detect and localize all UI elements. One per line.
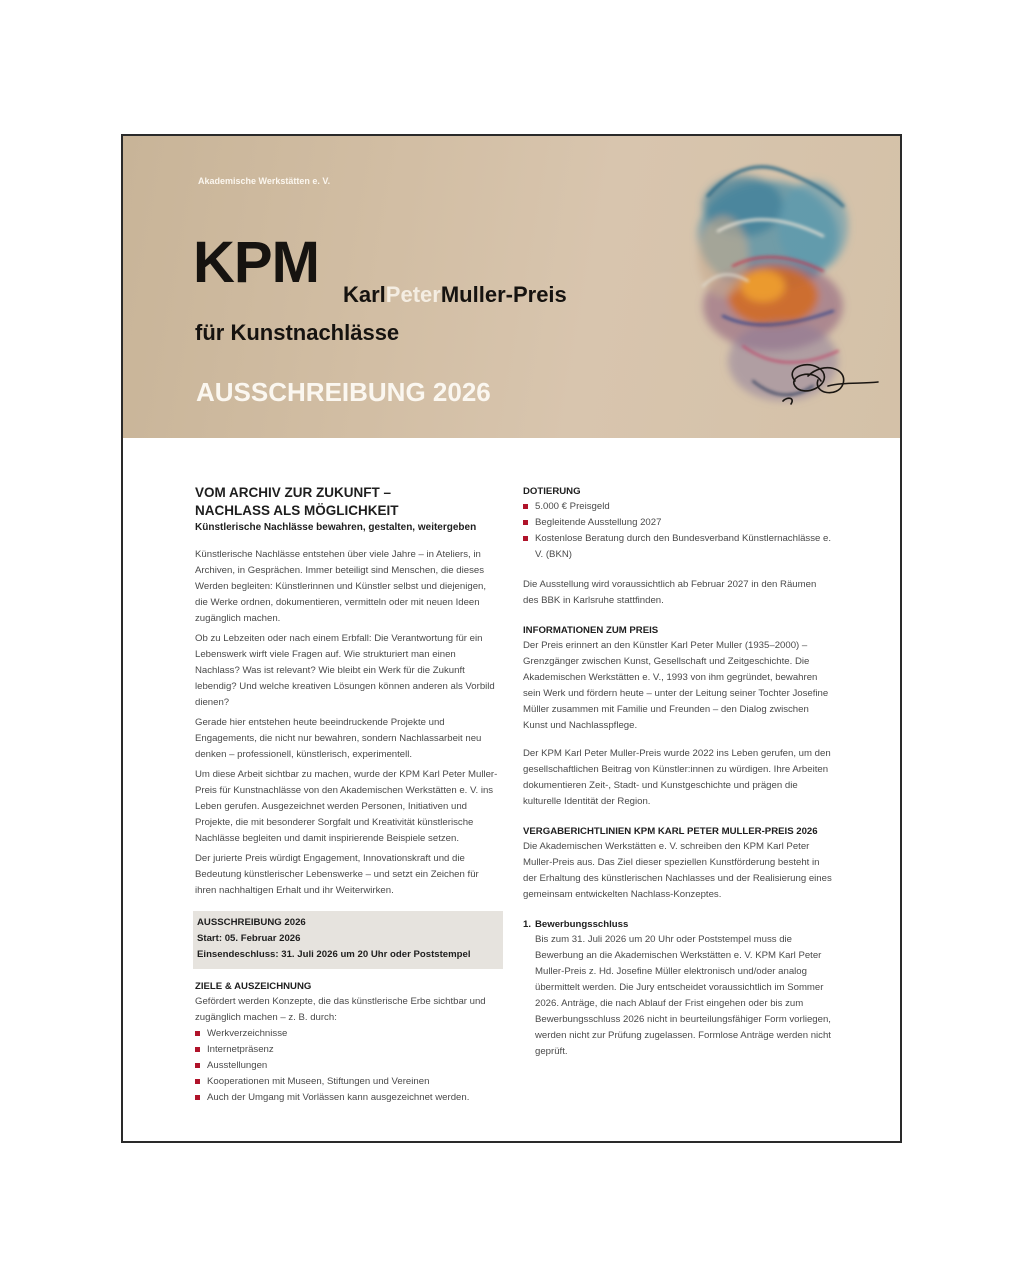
goals-list [195,1026,501,1106]
dates-box [193,911,503,969]
list-item: Begleitende Ausstellung 2027 [523,515,833,531]
bullet-icon [523,536,528,541]
right-column [523,484,833,1064]
main-heading-line1: VOM ARCHIV ZUR ZUKUNFT – [195,485,391,500]
prize-name-middle: Peter [385,282,441,307]
endowment-heading: DOTIERUNG [523,486,581,497]
goals-section [195,979,501,1106]
bullet-icon [195,1047,200,1052]
goals-heading: ZIELE & AUSZEICHNUNG [195,981,312,992]
endowment-list [523,499,833,563]
prize-name-last: Muller-Preis [440,282,567,307]
list-item: Internetpräsenz [195,1042,501,1058]
bullet-icon [195,1095,200,1100]
list-item: Werkverzeichnisse [195,1026,501,1042]
main-heading-line2: NACHLASS ALS MÖGLICHKEIT [195,503,399,518]
info-section [523,623,833,810]
list-item: Kooperationen mit Museen, Stiftungen und Vereinen [195,1074,501,1090]
intro-paragraph-3: Gerade hier entstehen heute beeindruckende Projekte und Engagements, die nicht nur bewahren, sondern Nachlassarbeit neu denken – professionell, künstlerisch, experimentell. [195,717,482,760]
deadline-number: 1. [523,919,532,930]
bullet-icon [195,1031,200,1036]
info-paragraph-2: Der KPM Karl Peter Muller-Preis wurde 2022 ins Leben gerufen, um den gesellschaftlichen Beitrag von Künstler:innen zu würdigen. Ihre Arbeiten dokumentieren Zeit-, Stadt- und Kunstgeschichte und prägen die kulturelle Identität der Region. [523,748,831,807]
dates-box-deadline: Einsendeschluss: 31. Juli 2026 um 20 Uhr oder Poststempel [197,949,471,960]
dates-box-title: AUSSCHREIBUNG 2026 [197,917,306,928]
main-heading [195,484,501,520]
kpm-logo-text: KPM [193,230,319,295]
bullet-icon [523,520,528,525]
intro-paragraph-1: Künstlerische Nachlässe entstehen über viele Jahre – in Ateliers, in Archiven, in Gesprächen. Immer beteiligt sind Menschen, die dieses Werden begleiten: Künstlerinnen und Künstler selbst und diejenigen, die Werke ordnen, dokumentieren, vermitteln oder mit neuen Ideen zugänglich machen. [195,549,487,624]
list-item: Ausstellungen [195,1058,501,1074]
list-item: Kostenlose Beratung durch den Bundesverband Künstlernachlässe e. V. (BKN) [523,531,833,563]
bullet-icon [195,1063,200,1068]
prize-subtitle: für Kunstnachlässe [195,320,400,345]
deadline-heading [523,917,833,932]
bullet-icon [523,504,528,509]
prize-name-first: Karl [343,282,386,307]
organization-name: Akademische Werkstätten e. V. [198,176,331,186]
main-subheading: Künstlerische Nachlässe bewahren, gestalten, weitergeben [195,522,477,533]
deadline-title: Bewerbungsschluss [535,919,629,930]
header-banner [123,136,900,438]
intro-paragraph-2: Ob zu Lebzeiten oder nach einem Erbfall: Die Verantwortung für ein Lebenswerk wirft viele Fragen auf. Wie strukturiert man einen Nachlass? Was ist relevant? Wie bleibt ein Werk für die Zukunft lebendig? Und welche kreativen Lösungen können anderen als Vorbild dienen? [195,633,495,708]
bullet-icon [195,1079,200,1084]
rules-section [523,824,833,903]
info-heading: INFORMATIONEN ZUM PREIS [523,625,659,636]
list-item: 5.000 € Preisgeld [523,499,833,515]
prize-name [343,284,567,306]
goals-intro: Gefördert werden Konzepte, die das künstlerische Erbe sichtbar und zugänglich machen – z. B. durch: [195,996,486,1023]
intro-paragraph-4: Um diese Arbeit sichtbar zu machen, wurde der KPM Karl Peter Muller-Preis für Kunstnachlässe von den Akademischen Werkstätten e. V. ins Leben gerufen. Ausgezeichnet werden Personen, Initiativen und Projekte, die mit besonderer Sorgfalt und Kreativität künstlerische Nachlässe begleiten und damit inspirierende Beispiele setzen. [195,769,498,844]
info-paragraph-1: Der Preis erinnert an den Künstler Karl Peter Muller (1935–2000) – Grenzgänger zwischen Kunst, Gesellschaft und Zeitgeschichte. Die Akademischen Werkstätten e. V., 1993 von ihm gegründet, bewahren sein Werk und fördern heute – unter der Leitung seiner Tochter Josefine Müller zusammen mit Familie und Freunden – den Dialog zwischen Kunst und Nachlasspflege. [523,640,829,731]
rules-heading: VERGABERICHTLINIEN KPM KARL PETER MULLER-PREIS 2026 [523,826,818,837]
left-column [195,484,501,1106]
rules-text: Die Akademischen Werkstätten e. V. schreiben den KPM Karl Peter Muller-Preis aus. Das Ziel dieser speziellen Kunstförderung besteht in der Erhaltung des künstlerischen Nachlasses und der Realisierung eines gemeinsam entwickelten Nachlass-Konzeptes. [523,841,832,900]
intro-paragraph-5: Der jurierte Preis würdigt Engagement, Innovationskraft und die Bedeutung künstlerischer Lebenswerke – und setzt ein Zeichen für ihren nachhaltigen Erhalt und ihr Weiterwirken. [195,853,479,896]
call-title: AUSSCHREIBUNG 2026 [196,377,491,407]
exhibition-text: Die Ausstellung wird voraussichtlich ab Februar 2027 in den Räumen des BBK in Karlsruhe stattfinden. [523,579,817,606]
dates-box-start: Start: 05. Februar 2026 [197,933,301,944]
flyer-page [121,134,902,1143]
list-item: Auch der Umgang mit Vorlässen kann ausgezeichnet werden. [195,1090,501,1106]
deadline-section [523,917,833,1060]
deadline-text: Bis zum 31. Juli 2026 um 20 Uhr oder Poststempel muss die Bewerbung an die Akademischen Werkstätten e. V. KPM Karl Peter Muller-Preis z. Hd. Josefine Müller elektronisch und/oder analog übermittelt werden. Die Jury entscheidet voraussichtlich im Sommer 2026. Anträge, die nach Ablauf der Frist eingehen oder bis zum Bewerbungsschluss 2026 nicht in beurteilungsfähiger Form vorliegen, werden nicht zur Prüfung zugelassen. Formlose Anträge werden nicht geprüft. [535,934,831,1057]
